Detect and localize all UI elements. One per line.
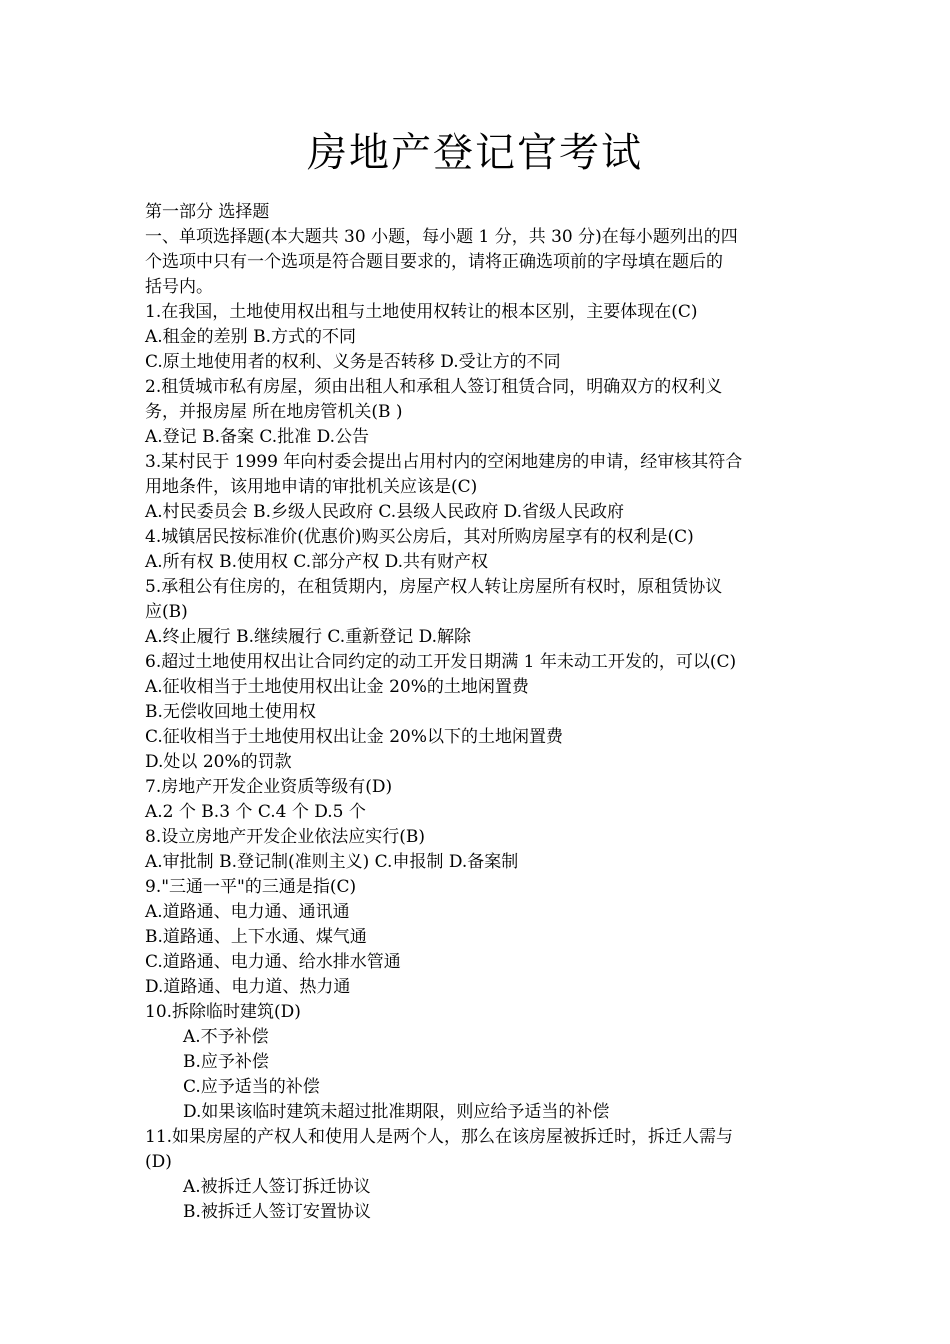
text-line: 4.城镇居民按标准价(优惠价)购买公房后，其对所购房屋享有的权利是(C) [145,527,694,547]
text-line: B.道路通、上下水通、煤气通 [145,927,367,947]
text-line: 9."三通一平"的三通是指(C) [145,877,357,897]
text-line: A.所有权 B.使用权 C.部分产权 D.共有财产权 [145,552,489,572]
text-line: A.审批制 B.登记制(准则主义) C.申报制 D.备案制 [145,852,519,872]
text-line: 8.设立房地产开发企业依法应实行(B) [145,827,425,847]
text-line: A.村民委员会 B.乡级人民政府 C.县级人民政府 D.省级人民政府 [145,502,625,522]
text-line: A.道路通、电力通、通讯通 [145,902,350,922]
text-line: C.原土地使用者的权利、义务是否转移 D.受让方的不同 [145,352,561,372]
text-line: 用地条件，该用地申请的审批机关应该是(C) [145,477,478,497]
text-line: A.2 个 B.3 个 C.4 个 D.5 个 [145,802,366,822]
page-title: 房地产登记官考试 [307,130,643,176]
text-line: 3.某村民于 1999 年向村委会提出占用村内的空闲地建房的申请，经审核其符合 [145,452,743,472]
text-line: 7.房地产开发企业资质等级有(D) [145,777,393,797]
text-line: A.被拆迁人签订拆迁协议 [183,1177,371,1197]
text-line: 括号内。 [145,277,213,297]
text-line: 2.租赁城市私有房屋，须由出租人和承租人签订租赁合同，明确双方的权利义 [145,377,723,397]
text-line: 应(B) [145,602,188,622]
text-line: D.如果该临时建筑未超过批准期限，则应给予适当的补偿 [183,1102,610,1122]
text-line: C.应予适当的补偿 [183,1077,320,1097]
text-line: 11.如果房屋的产权人和使用人是两个人，那么在该房屋被拆迁时，拆迁人需与 [145,1127,734,1147]
text-line: B.被拆迁人签订安置协议 [183,1202,371,1222]
text-line: A.终止履行 B.继续履行 C.重新登记 D.解除 [145,627,472,647]
text-line: 6.超过土地使用权出让合同约定的动工开发日期满 1 年未动工开发的，可以(C) [145,652,737,672]
text-line: A.征收相当于土地使用权出让金 20%的土地闲置费 [145,677,529,697]
text-line: 务，并报房屋 所在地房管机关(B ) [145,402,403,422]
text-line: C.征收相当于土地使用权出让金 20%以下的土地闲置费 [145,727,563,747]
document-body [145,200,810,1225]
text-line: (D) [145,1152,172,1172]
text-line: A.登记 B.备案 C.批准 D.公告 [145,427,370,447]
text-line: A.租金的差别 B.方式的不同 [145,327,356,347]
text-line: 第一部分 选择题 [145,202,270,222]
text-line: D.处以 20%的罚款 [145,752,292,772]
text-line: B.应予补偿 [183,1052,269,1072]
text-line: 1.在我国，土地使用权出租与土地使用权转让的根本区别，主要体现在(C) [145,302,698,322]
text-line: 一、单项选择题(本大题共 30 小题，每小题 1 分，共 30 分)在每小题列出的四 [145,227,738,247]
text-line: D.道路通、电力道、热力通 [145,977,351,997]
text-line: C.道路通、电力通、给水排水管通 [145,952,401,972]
text-line: A.不予补偿 [183,1027,269,1047]
text-line: 5.承租公有住房的，在租赁期内，房屋产权人转让房屋所有权时，原租赁协议 [145,577,723,597]
text-line: 个选项中只有一个选项是符合题目要求的，请将正确选项前的字母填在题后的 [145,252,723,272]
text-line: B.无偿收回地土使用权 [145,702,316,722]
text-line: 10.拆除临时建筑(D) [145,1002,301,1022]
